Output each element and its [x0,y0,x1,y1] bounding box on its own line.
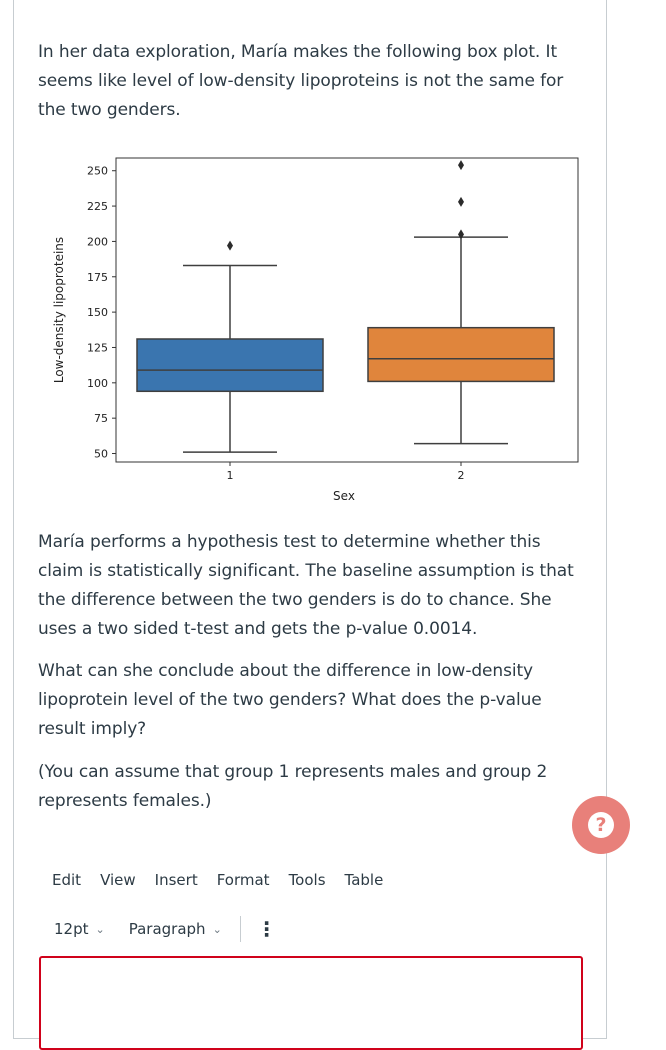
menu-table[interactable]: Table [344,871,384,889]
outlier-point [458,197,464,207]
more-vertical-icon[interactable]: ⋮ [256,917,277,941]
font-size-select[interactable] [54,920,105,938]
font-size-value: 12pt [54,920,89,938]
block-format-select[interactable] [129,920,222,938]
outlier-point [227,241,233,251]
y-tick-label: 250 [87,164,108,178]
y-tick-label: 175 [87,270,108,284]
chevron-down-icon: ⌄ [95,922,105,936]
menu-view[interactable]: View [100,871,136,889]
block-format-value: Paragraph [128,920,206,938]
editor-toolbar [54,916,277,942]
y-tick-label: 225 [87,200,108,214]
boxplot-chart [50,148,590,508]
y-axis-label: Low-density lipoproteins [52,236,66,384]
menu-format[interactable]: Format [216,871,270,889]
help-button[interactable] [572,796,630,854]
x-tick-label: 1 [226,469,234,482]
editor-menubar [52,871,402,889]
x-tick-label: 2 [457,469,465,482]
y-tick-label: 125 [87,341,108,355]
y-tick-label: 50 [94,447,108,461]
y-tick-label: 200 [87,235,108,249]
y-tick-label: 150 [87,306,108,320]
chevron-down-icon: ⌄ [212,922,222,936]
box-2 [368,328,554,382]
question-icon: ? [588,812,614,838]
question-test-description: María performs a hypothesis test to determine whether this claim is statistically significant. The baseline assumption is that the difference between the two genders is do to chance. She uses a two sided t-test and gets the p-value 0.0014. [38,532,574,639]
x-axis-label: Sex [333,489,355,503]
plot-frame [116,158,578,462]
box-1 [137,339,323,391]
menu-tools[interactable]: Tools [288,871,326,889]
menu-insert[interactable]: Insert [154,871,198,889]
question-prompt: What can she conclude about the difference in low-density lipoprotein level of the two genders? What does the p-value result imply? [38,661,542,739]
toolbar-divider [240,916,241,942]
y-tick-label: 75 [94,412,108,426]
question-note: (You can assume that group 1 represents males and group 2 represents females.) [38,762,548,811]
answer-editor[interactable] [39,956,583,1050]
y-tick-label: 100 [87,376,108,390]
outlier-point [458,160,464,170]
question-intro: In her data exploration, María makes the following box plot. It seems like level of low-density lipoproteins is not the same for the two genders. [38,42,564,120]
menu-edit[interactable]: Edit [52,871,82,889]
